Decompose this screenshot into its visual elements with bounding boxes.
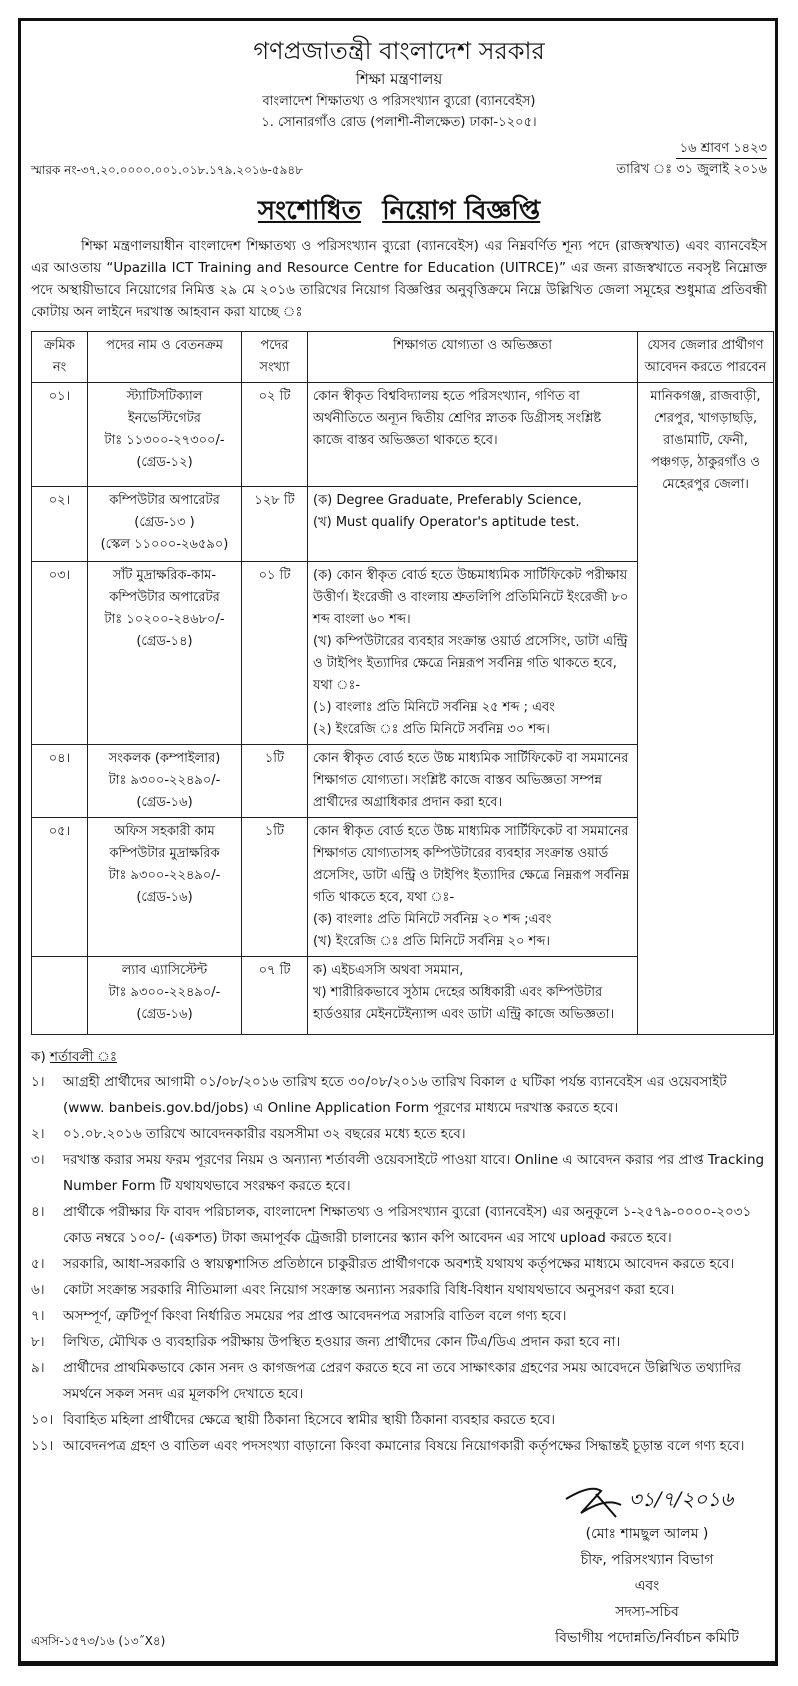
count-cell: ১টি — [242, 818, 308, 957]
qualification-line: (১) বাংলাঃ প্রতি মিনিটে সর্বনিম্ন ২৫ শব্দ ; এবং — [313, 700, 555, 715]
date-block — [616, 139, 767, 179]
condition-item — [31, 1069, 767, 1121]
signature-date: ৩১/৭/২০১৬ — [628, 1487, 734, 1511]
post-cell — [88, 818, 242, 957]
condition-number: ৩। — [31, 1152, 45, 1168]
signature-area — [31, 1477, 767, 1651]
condition-number: ৭। — [31, 1308, 45, 1324]
qualification-line: খ) শারীরিকভাবে সুঠাম দেহের অধিকারী এবং কম্পিউটার হার্ডওয়ার মেইনটেইন্যান্স এবং ডাটা এন্ট্রি কাজে অভিজ্ঞতা। — [313, 985, 615, 1022]
count-cell: ০৭ টি — [242, 957, 308, 1035]
qualification-line: কোন স্বীকৃত বিশ্ববিদ্যালয় হতে পরিসংখ্যান, গণিত বা অর্থনীতিতে অন্যূন দ্বিতীয় শ্রেণির স্নাতক ডিগ্রীসহ সংশ্লিষ্ট কাজে বাস্তব অভিজ্ঞতা থাকতে হবে। — [313, 389, 602, 448]
handwritten-signature — [527, 1477, 767, 1521]
memo-date-row — [31, 139, 767, 179]
date-line — [616, 158, 767, 179]
post-line: (গ্রেড-১৪) — [136, 634, 193, 649]
qualification-cell — [308, 818, 638, 957]
condition-text: ০১.০৮.২০১৬ তারিখে আবেদনকারীর বয়সসীমা ৩২ বছরের মধ্যে হতে হবে। — [63, 1126, 466, 1142]
post-line: (গ্রেড-১৬) — [136, 1007, 193, 1022]
post-line: অফিস সহকারী কাম — [114, 824, 215, 839]
post-line: (গ্রেড-১৬) — [136, 890, 193, 905]
condition-number: ৫। — [31, 1256, 45, 1272]
post-line: ল্যাব এ্যাসিস্টেন্ট — [121, 963, 208, 978]
post-line: কম্পিউটার অপারেটর — [109, 590, 220, 605]
qualification-line: (২) ইংরেজি ঃ প্রতি মিনিটে সর্বনিম্ন ৩০ শব্দ। — [313, 722, 550, 737]
serial-cell — [32, 957, 88, 1035]
serial-cell: ০৫। — [32, 818, 88, 957]
conditions-list — [31, 1069, 767, 1459]
qualification-cell — [308, 562, 638, 745]
qualification-line: (খ) কম্পিউটারের ব্যবহার সংক্রান্ত ওয়ার্ড প্রসেসিং, ডাটা এন্ট্রি ও টাইপিং ইত্যাদির ক্ষেত্রে নিম্নরূপ সর্বনিম্ন গতি থাকতে হবে, যথা ঃ- — [313, 634, 628, 693]
count-cell: ০২ টি — [242, 383, 308, 487]
date-english: ৩১ জুলাই ২০১৬ — [676, 158, 767, 179]
post-cell — [88, 383, 242, 487]
condition-item — [31, 1433, 767, 1459]
table-body — [32, 383, 774, 1035]
post-cell — [88, 487, 242, 562]
condition-item — [31, 1407, 767, 1433]
post-line: (স্কেল ১১০০০-২৬৫৯০) — [100, 537, 229, 552]
post-line: সাঁট মুদ্রাক্ষরিক-কাম- — [112, 568, 217, 583]
post-line: স্ট্যাটিসটিক্যাল — [126, 389, 203, 404]
table-header-row — [32, 332, 774, 383]
intro-paragraph: শিক্ষা মন্ত্রণালয়াধীন বাংলাদেশ শিক্ষাতথ্য ও পরিসংখ্যান ব্যুরো (ব্যানবেইস) এর নিম্নবর্ণিত শূন্য পদে (রাজস্বখাত) এবং ব্যানবেইস এর আওতায় “Upazilla ICT Training and Resource Centre for Education (UITRCE)” এর জন্য রাজস্বখাতে নবসৃষ্ট নিম্নোক্ত পদে অস্থায়ীভাবে নিয়োগের নিমিত্ত ২৯ মে ২০১৬ তারিখের নিয়োগ বিজ্ঞপ্তির অনুবৃত্তিক্রমে নিম্নে উল্লিখিত জেলা সমূহের শুধুমাত্র প্রতিবন্ধী কোটায় অন লাইনে দরখাস্ত আহবান করা যাচ্ছে ঃ — [31, 238, 767, 320]
signatory-and: এবং — [634, 1578, 660, 1594]
condition-number: ৪। — [31, 1204, 45, 1220]
signature-scribble — [561, 1479, 625, 1519]
qualification-cell — [308, 487, 638, 562]
post-cell — [88, 957, 242, 1035]
count-cell: ১টি — [242, 745, 308, 818]
condition-number: ৮। — [31, 1334, 45, 1350]
header-qualification: শিক্ষাগত যোগ্যতা ও অভিজ্ঞতা — [308, 332, 638, 383]
condition-number: ১১। — [31, 1438, 54, 1454]
condition-number: ৯। — [31, 1360, 45, 1376]
page-title — [31, 193, 767, 229]
conditions-prefix: ক) — [31, 1049, 46, 1065]
qualification-line: (ক) কোন স্বীকৃত বোর্ড হতে উচ্চমাধ্যমিক সার্টিফিকেট পরীক্ষায় উত্তীর্ণ। ইংরেজী ও বাংলায় শ্রুতলিপি প্রতিমিনিটে ইংরেজী ৮০ শব্দ বাংলা ৬০ শব্দ। — [313, 568, 629, 627]
qualification-line: (খ) ইংরেজি ঃ প্রতি মিনিটে সর্বনিম্ন ২০ শব্দ। — [313, 934, 551, 949]
qualification-cell — [308, 745, 638, 818]
conditions-title: শর্তাবলী ঃ — [50, 1049, 118, 1065]
post-line: কম্পিউটার অপারেটর — [109, 493, 220, 508]
serial-cell: ০২। — [32, 487, 88, 562]
condition-item — [31, 1199, 767, 1251]
post-line: সংকলক (কম্পাইলার) — [108, 751, 221, 766]
count-cell: ০১ টি — [242, 562, 308, 745]
address: ১. সোনারগাঁও রোড (পলাশী-নীলক্ষেত) ঢাকা-১২০৫। — [261, 115, 537, 130]
post-cell — [88, 562, 242, 745]
post-line: (গ্রেড-১৩ ) — [134, 515, 195, 530]
condition-item — [31, 1303, 767, 1329]
header-post: পদের নাম ও বেতনক্রম — [88, 332, 242, 383]
document-border — [18, 18, 778, 1666]
qualification-cell — [308, 957, 638, 1035]
qualification-line: কোন স্বীকৃত বোর্ড হতে উচ্চ মাধ্যমিক সার্টিফিকেট বা সমমানের শিক্ষাগত যোগ্যতাসহ কম্পিউটারের ব্যবহার সংক্রান্ত ওয়ার্ড প্রসেসিং, ডাটা এন্ট্রি ও টাইপিং ইত্যাদির ক্ষেত্রে নিম্নরূপ সর্বনিম্ন গতি থাকতে হবে, যথা ঃ- — [313, 824, 630, 905]
condition-item — [31, 1355, 767, 1407]
condition-text: অসম্পূর্ণ, ত্রুটিপূর্ণ কিংবা নির্ধারিত সময়ের পর প্রাপ্ত আবেদনপত্র সরাসরি বাতিল বলে গণ্য হবে। — [63, 1308, 567, 1324]
date-label: তারিখ ঃ — [616, 162, 673, 177]
condition-item — [31, 1277, 767, 1303]
qualification-line: (খ) Must qualify Operator's aptitude test. — [313, 515, 580, 530]
condition-text: দরখাস্ত করার সময় ফরম পূরণের নিয়ম ও অন্যান্য শর্তাবলী ওয়েবসাইটে পাওয়া যাবে। Online এ আবেদন করার পর প্রাপ্ত Tracking Number Form টি যথাযথভাবে সংরক্ষণ করতে হবে। — [63, 1152, 765, 1194]
table-row — [32, 383, 774, 487]
condition-number: ৬। — [31, 1282, 45, 1298]
post-line: কম্পিউটার মুদ্রাক্ষরিক — [109, 846, 220, 861]
condition-text: সরকারি, আধা-সরকারি ও স্বায়ত্বশাসিত প্রতিষ্ঠানে চাকুরীরত প্রার্থীগণকে অবশ্যই যথাযথ কর্তৃপক্ষের মাধ্যমে আবেদন করতে হবে। — [63, 1256, 735, 1272]
post-line: (গ্রেড-১৬) — [136, 795, 193, 810]
header-count: পদের সংখ্যা — [242, 332, 308, 383]
districts-cell: মানিকগঞ্জ, রাজবাড়ী, শেরপুর, খাগড়াছড়ি, রাঙামাটি, ফেনী, পঞ্চগড়, ঠাকুরগাঁও ও মেহেরপুর জেলা। — [638, 383, 774, 1035]
qualification-line: (ক) বাংলাঃ প্রতি মিনিটে সর্বনিম্ন ২০ শব্দ ;এবং — [313, 912, 552, 927]
post-line: টাঃ ১০২০০-২৪৬৮০/- — [104, 612, 225, 627]
post-line: টাঃ ৯৩০০-২২৪৯০/- — [108, 773, 221, 788]
signatory-name: (মোঃ শামছুল আলম ) — [585, 1526, 709, 1542]
post-line: ইনভেস্টিগেটর — [128, 411, 201, 426]
date-bangla: ১৬ শ্রাবণ ১৪২৩ — [679, 141, 767, 156]
memo-number: স্মারক নং-৩৭.২০.০০০০.০০১.০১৮.১৭৯.২০১৬-৫৯৪৮ — [31, 163, 303, 177]
condition-text: প্রার্থীকে পরীক্ষার ফি বাবদ পরিচালক, বাংলাদেশ শিক্ষাতথ্য ও পরিসংখ্যান ব্যুরো (ব্যানবেইস) এর অনুকূলে ১-২৫৭৯-০০০০-২০৩১ কোড নম্বরে ১০০/- (একশত) টাকা জমাপূর্বক ট্রেজারী চালানের স্ক্যান কপি আবেদন এর সাথে upload করতে হবে। — [63, 1204, 752, 1246]
post-line: টাঃ ৯৩০০-২২৪৯০/- — [108, 868, 221, 883]
condition-number: ১। — [31, 1074, 45, 1090]
qualification-cell — [308, 383, 638, 487]
condition-text: প্রার্থীদের প্রাথমিকভাবে কোন সনদ ও কাগজপত্র প্রেরণ করতে হবে না তবে সাক্ষাৎকার গ্রহণের সময় আবেদনে উল্লিখিত তথ্যাদির সমর্থনে সকল সনদ এর মূলকপি দেখাতে হবে। — [63, 1360, 742, 1402]
qualification-line: ক) এইচএসসি অথবা সমমান, — [313, 963, 464, 978]
serial-cell: ০৩। — [32, 562, 88, 745]
condition-text: আবেদনপত্র গ্রহণ ও বাতিল এবং পদসংখ্যা বাড়ানো কিংবা কমানোর বিষয়ে নিয়োগকারী কর্তৃপক্ষের সিদ্ধান্তই চূড়ান্ত বলে গণ্য হবে। — [63, 1438, 745, 1454]
qualification-line: কোন স্বীকৃত বোর্ড হতে উচ্চ মাধ্যমিক সার্টিফিকেট বা সমমানের শিক্ষাগত যোগ্যতা। সংশ্লিষ্ট কাজে বাস্তব অভিজ্ঞতা সম্পন্ন প্রার্থীদের অগ্রাধিকার প্রদান করা হবে। — [313, 751, 629, 810]
signatory-member: সদস্য-সচিব — [615, 1604, 679, 1620]
ministry-heading: শিক্ষা মন্ত্রণালয় — [355, 70, 443, 88]
condition-text: বিবাহিত মহিলা প্রার্থীদের ক্ষেত্রে স্থায়ী ঠিকানা হিসেবে স্বামীর স্থায়ী ঠিকানা ব্যবহার করতে হবে। — [63, 1412, 556, 1428]
post-line: টাঃ ১১৩০০-২৭৩০০/- — [104, 433, 225, 448]
conditions-heading — [31, 1045, 767, 1069]
qualification-line: (ক) Degree Graduate, Preferably Science, — [313, 493, 582, 508]
condition-item — [31, 1147, 767, 1199]
footer-code: এসসি-১৫৭৩/১৬ (১৩˝X৪) — [31, 1634, 166, 1648]
condition-number: ২। — [31, 1126, 45, 1142]
condition-text: আগ্রহী প্রার্থীদের আগামী ০১/০৮/২০১৬ তারিখ হতে ৩০/০৮/২০১৬ তারিখ বিকাল ৫ ঘটিকা পর্যন্ত ব্যানবেইস এর ওয়েবসাইট (www. banbeis.gov.bd/jobs) এ Online Application Form পূরণের মাধ্যমে দরখাস্ত করতে হবে। — [63, 1074, 727, 1116]
bureau-heading: বাংলাদেশ শিক্ষাতথ্য ও পরিসংখ্যান ব্যুরো (ব্যানবেইস) — [262, 94, 536, 109]
post-line: (গ্রেড-১২) — [136, 455, 193, 470]
serial-cell: ০১। — [32, 383, 88, 487]
condition-item — [31, 1251, 767, 1277]
signatory-designation: চীফ, পরিসংখ্যান বিভাগ — [580, 1552, 714, 1568]
serial-cell: ০৪। — [32, 745, 88, 818]
post-cell — [88, 745, 242, 818]
signature-block — [527, 1477, 767, 1651]
count-cell: ১২৮ টি — [242, 487, 308, 562]
signatory-committee: বিভাগীয় পদোন্নতি/নির্বাচন কমিটি — [555, 1630, 739, 1646]
condition-item — [31, 1121, 767, 1147]
condition-number: ১০। — [31, 1412, 54, 1428]
vacancy-table — [31, 331, 774, 1035]
condition-text: লিখিত, মৌখিক ও ব্যবহারিক পরীক্ষায় উপস্থিত হওয়ার জন্য প্রার্থীদের কোন টিএ/ডিএ প্রদান করা হবে না। — [63, 1334, 621, 1350]
post-line: টাঃ ৯৩০০-২২৪৯০/- — [108, 985, 221, 1000]
title-part-1: সংশোধিত — [257, 196, 362, 226]
header-districts: যেসব জেলার প্রার্থীগণ আবেদন করতে পারবেন — [638, 332, 774, 383]
header-serial: ক্রমিক নং — [32, 332, 88, 383]
title-part-2: নিয়োগ বিজ্ঞপ্তি — [382, 196, 541, 226]
condition-text: কোটা সংক্রান্ত সরকারি নীতিমালা এবং নিয়োগ সংক্রান্ত অন্যান্য সরকারি বিধি-বিধান যথাযথভাবে অনুসরণ করা হবে। — [63, 1282, 675, 1298]
government-heading: গণপ্রজাতন্ত্রী বাংলাদেশ সরকার — [253, 37, 545, 65]
condition-item — [31, 1329, 767, 1355]
